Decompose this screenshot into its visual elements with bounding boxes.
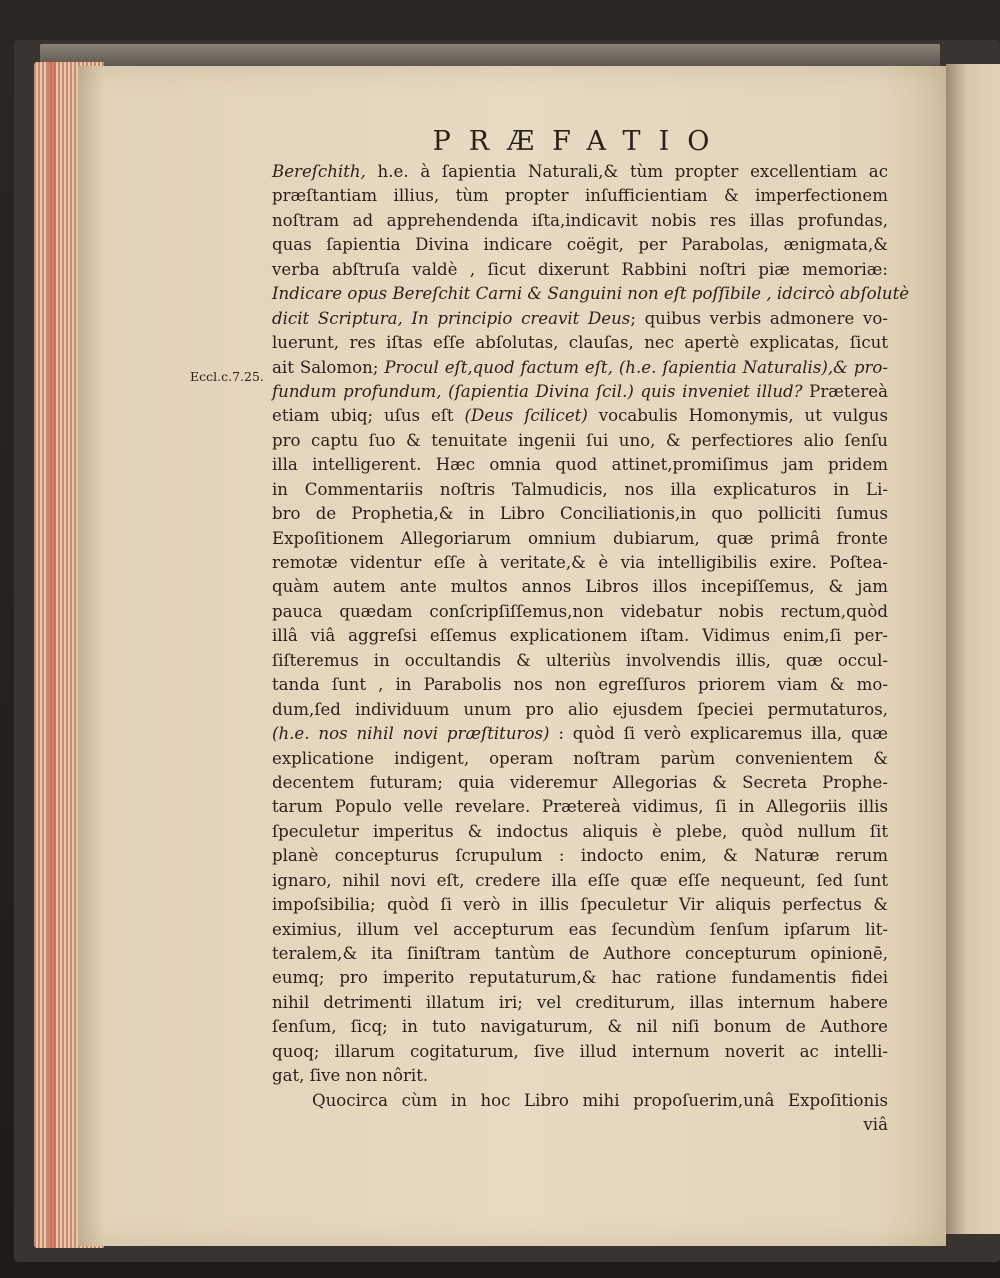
- text-segment: illâ viâ aggreſsi eſſemus explicationem iſtam. Vidimus enim,ſi per-: [272, 626, 888, 646]
- text-line: [272, 160, 888, 184]
- text-line: [272, 600, 888, 624]
- text-segment: remotæ videntur eſſe à veritate,& è via intelligibilis exire. Poſtea-: [272, 553, 888, 572]
- text-line: [272, 356, 888, 380]
- text-segment: explicatione indigent, operam noſtram parùm convenientem &: [272, 748, 888, 768]
- text-line: [272, 673, 888, 697]
- text-line: [272, 918, 888, 942]
- text-segment: in Commentariis noſtris Talmudicis, nos illa explicaturos in Li-: [272, 479, 888, 499]
- text-segment: quàm autem ante multos annos Libros illos incepiſſemus, & jam: [272, 577, 888, 597]
- text-segment: gat, ſive non nôrit.: [272, 1066, 429, 1086]
- text-segment: teralem,& ita ſiniſtram tantùm de Authore concepturum opinionē,: [272, 944, 888, 963]
- text-line: [272, 722, 888, 746]
- text-line: [272, 1113, 888, 1137]
- text-line: [272, 429, 888, 453]
- text-segment: : quòd ſi verò explicaremus illa, quæ: [549, 724, 888, 744]
- text-segment: tanda ſunt , in Parabolis nos non egreſſuros priorem viam & mo-: [272, 675, 888, 695]
- text-line: [272, 966, 888, 990]
- text-segment: planè concepturus ſcrupulum : indocto enim, & Naturæ rerum: [272, 846, 888, 866]
- italic-text: Bereſchith,: [272, 162, 366, 181]
- text-line: [272, 453, 888, 477]
- text-line: [272, 795, 888, 819]
- body-text: [272, 160, 910, 1138]
- text-segment: noſtram ad apprehendenda iſta,indicavit nobis res illas profundas,: [272, 210, 888, 230]
- text-segment: Expoſitionem Allegoriarum omnium dubiarum, quæ primâ fronte: [272, 528, 888, 548]
- text-segment: impoſsibilia; quòd ſi verò in illis ſpeculetur Vir aliquis perfectus &: [272, 895, 888, 915]
- text-line: [272, 869, 888, 893]
- facing-page: [946, 64, 1000, 1234]
- text-line: [272, 307, 888, 331]
- text-segment: viâ: [863, 1115, 888, 1135]
- text-line: [272, 771, 888, 795]
- text-line: [272, 551, 888, 575]
- text-segment: ait Salomon;: [272, 357, 385, 377]
- text-line: [272, 820, 888, 844]
- text-line: [272, 380, 888, 404]
- text-segment: bro de Prophetia,& in Libro Conciliationis,in quo polliciti ſumus: [272, 504, 888, 524]
- text-line: [272, 698, 888, 722]
- text-segment: etiam ubiq; uſus eſt: [272, 406, 465, 426]
- text-line: [272, 942, 888, 966]
- text-line: [272, 844, 888, 868]
- text-segment: præſtantiam illius, tùm propter inſufficientiam & imperfectionem: [272, 186, 888, 206]
- text-segment: eximius, illum vel accepturum eas ſecundùm ſenſum ipſarum lit-: [272, 919, 888, 939]
- text-segment: ignaro, nihil novi eſt, credere illa eſſe quæ eſſe nequeunt, ſed ſunt: [272, 870, 888, 890]
- italic-text: dicit Scriptura, In principio creavit Deus: [272, 308, 631, 328]
- text-line: [272, 624, 888, 648]
- text-segment: ; quibus verbis admonere vo-: [630, 308, 888, 328]
- text-line: [272, 991, 888, 1015]
- text-line: [272, 1089, 888, 1113]
- text-segment: ſpeculetur imperitus & indoctus aliquis è plebe, quòd nullum ſit: [272, 821, 888, 841]
- text-segment: nihil detrimenti illatum iri; vel crediturum, illas internum habere: [272, 992, 888, 1012]
- italic-text: Indicare opus Bereſchit Carni & Sanguini non eſt poſſibile , idcircò abſolutè: [272, 284, 910, 304]
- text-segment: tarum Populo velle revelare. Prætereà vidimus, ſi in Allegoriis illis: [272, 797, 888, 817]
- text-segment: illa intelligerent. Hæc omnia quod attinet,promiſimus jam pridem: [272, 455, 888, 475]
- text-line: [272, 649, 888, 673]
- text-segment: Prætereà: [802, 381, 888, 401]
- text-line: [272, 1064, 888, 1088]
- italic-text: fundum profundum, (ſapientia Divina ſcil.) quis inveniet illud?: [272, 381, 803, 401]
- text-segment: ſenſum, ſicq; in tuto navigaturum, & nil niſi bonum de Authore: [272, 1017, 888, 1037]
- text-line: [272, 502, 888, 526]
- book-spine-edge: [40, 44, 940, 66]
- text-segment: vocabulis Homonymis, ut vulgus: [587, 406, 889, 426]
- italic-text: Procul eſt,quod factum eſt, (h.e. ſapientia Naturalis),& pro-: [384, 357, 889, 377]
- text-segment: Quocirca cùm in hoc Libro mihi propoſuerim,unâ Expoſitionis: [312, 1090, 888, 1110]
- text-segment: decentem futuram; quia videremur Allegorias & Secreta Prophe-: [272, 772, 888, 792]
- text-line: [272, 184, 888, 208]
- text-line: [272, 575, 888, 599]
- text-segment: eumq; pro imperito reputaturum,& hac ratione fundamentis fidei: [272, 968, 888, 988]
- text-segment: pro captu ſuo & tenuitate ingenii ſui uno, & perfectiores alio ſenſu: [272, 430, 888, 450]
- text-line: [272, 1015, 888, 1039]
- text-line: [272, 893, 888, 917]
- text-line: [272, 282, 910, 306]
- running-head: PRÆFATIO: [432, 126, 728, 157]
- text-line: [272, 747, 888, 771]
- text-segment: verba abſtruſa valdè , ſicut dixerunt Rabbini noſtri piæ memoriæ:: [272, 259, 888, 279]
- text-line: [272, 1040, 888, 1064]
- text-segment: ſiſteremus in occultandis & ulteriùs involvendis illis, quæ occul-: [272, 650, 888, 670]
- text-segment: pauca quædam conſcripſiſſemus,non videbatur nobis rectum,quòd: [272, 601, 888, 621]
- text-line: [272, 478, 888, 502]
- text-segment: dum,ſed individuum unum pro alio ejusdem ſpeciei permutaturos,: [272, 699, 888, 719]
- marginal-note: Eccl.c.7.25.: [190, 369, 264, 384]
- text-line: [272, 527, 888, 551]
- text-line: [272, 404, 888, 428]
- text-segment: quoq; illarum cogitaturum, ſive illud internum noverit ac intelli-: [272, 1041, 888, 1061]
- italic-text: (h.e. nos nihil novi præſtituros): [272, 724, 550, 744]
- text-line: [272, 209, 888, 233]
- text-segment: quas ſapientia Divina indicare coëgit, per Parabolas, ænigmata,&: [272, 235, 888, 255]
- italic-text: (Deus ſcilicet): [464, 406, 588, 426]
- text-line: [272, 331, 888, 355]
- text-line: [272, 258, 888, 282]
- text-line: [272, 233, 888, 257]
- text-segment: luerunt, res iſtas eſſe abſolutas, clauſas, nec apertè explicatas, ſicut: [272, 333, 888, 353]
- text-segment: h.e. à ſapientia Naturali,& tùm propter excellentiam ac: [365, 162, 888, 181]
